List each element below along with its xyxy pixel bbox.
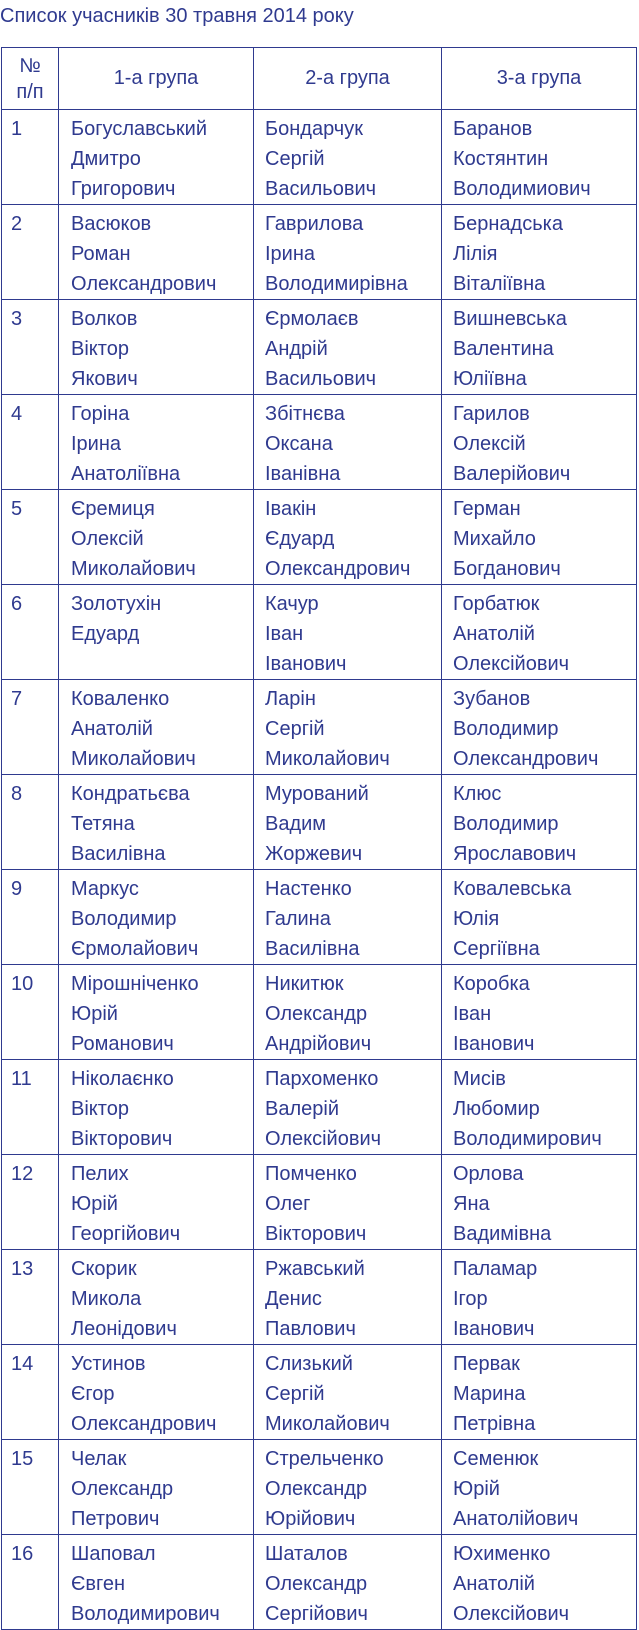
row-number: 14 [11, 1353, 34, 1375]
participant-cell-group-1 [59, 1440, 254, 1535]
participant-surname: Зубанов [453, 688, 531, 710]
participant-first-name: Оксана [265, 433, 333, 455]
participant-cell-group-2 [254, 585, 442, 680]
row-number-cell [2, 965, 59, 1060]
participant-cell-group-1 [59, 965, 254, 1060]
participant-surname: Качур [265, 593, 319, 615]
participant-cell-group-3 [442, 680, 637, 775]
row-number: 9 [11, 878, 23, 900]
participant-first-name: Володимир [453, 718, 559, 740]
participant-cell-group-1 [59, 490, 254, 585]
table-row [2, 205, 637, 300]
participant-cell-group-3 [442, 1155, 637, 1250]
participant-surname: Шаповал [71, 1543, 156, 1565]
row-number-cell [2, 1155, 59, 1250]
table-row [2, 1440, 637, 1535]
page-title: Список учасників 30 травня 2014 року [0, 5, 354, 27]
participant-patronymic: Олександрович [71, 1413, 217, 1435]
participant-cell-group-2 [254, 775, 442, 870]
participant-patronymic: Васильович [265, 178, 377, 200]
participant-surname: Гарилов [453, 403, 530, 425]
participant-cell-group-3 [442, 1345, 637, 1440]
participant-cell-group-2 [254, 490, 442, 585]
participant-first-name: Тетяна [71, 813, 135, 835]
participant-surname: Збітнєва [265, 403, 345, 425]
participant-cell-group-1 [59, 205, 254, 300]
table-row [2, 965, 637, 1060]
participant-patronymic: Єрмолайович [71, 938, 199, 960]
participant-patronymic: Якович [71, 368, 138, 390]
table-row [2, 870, 637, 965]
participant-patronymic: Павлович [265, 1318, 356, 1340]
row-number: 13 [11, 1258, 34, 1280]
participant-first-name: Іван [453, 1003, 492, 1025]
row-number: 12 [11, 1163, 34, 1185]
participant-cell-group-1 [59, 1060, 254, 1155]
participant-cell-group-1 [59, 110, 254, 205]
table-header [2, 48, 637, 110]
participant-first-name: Анатолій [71, 718, 153, 740]
table-row [2, 1345, 637, 1440]
participant-patronymic: Олександрович [453, 748, 599, 770]
participant-patronymic: Романович [71, 1033, 174, 1055]
participant-patronymic: Васильович [265, 368, 377, 390]
participant-cell-group-1 [59, 395, 254, 490]
header-group-1: 1-а група [59, 48, 254, 110]
participant-cell-group-2 [254, 680, 442, 775]
participant-surname: Помченко [265, 1163, 357, 1185]
participant-surname: Слизький [265, 1353, 353, 1375]
participant-patronymic: Віталіївна [453, 273, 546, 295]
participant-cell-group-1 [59, 1250, 254, 1345]
header-row [2, 48, 637, 110]
participant-surname: Мірошніченко [71, 973, 199, 995]
participant-surname: Устинов [71, 1353, 146, 1375]
participant-patronymic: Юліївна [453, 368, 527, 390]
participant-first-name: Сергій [265, 1383, 325, 1405]
row-number-cell [2, 1060, 59, 1155]
participant-first-name: Роман [71, 243, 131, 265]
header-group-2: 2-а група [254, 48, 442, 110]
row-number: 6 [11, 593, 23, 615]
table-row [2, 1535, 637, 1630]
participant-cell-group-1 [59, 1535, 254, 1630]
row-number: 4 [11, 403, 23, 425]
header-number-abbrev: п/п [16, 80, 44, 103]
participant-patronymic: Іванович [453, 1033, 535, 1055]
participant-cell-group-3 [442, 205, 637, 300]
participant-first-name: Юрій [71, 1193, 118, 1215]
participant-surname: Бернадська [453, 213, 563, 235]
participant-patronymic: Петрівна [453, 1413, 536, 1435]
participant-first-name: Володимир [71, 908, 177, 930]
participant-surname: Стрельченко [265, 1448, 384, 1470]
participant-surname: Ржавський [265, 1258, 365, 1280]
participants-table [1, 47, 637, 1630]
participant-cell-group-2 [254, 1060, 442, 1155]
participant-first-name: Ігор [453, 1288, 488, 1310]
participant-first-name: Віктор [71, 338, 129, 360]
row-number-cell [2, 395, 59, 490]
row-number: 1 [11, 118, 23, 140]
participant-surname: Баранов [453, 118, 533, 140]
participant-patronymic: Іванович [453, 1318, 535, 1340]
participant-surname: Ларін [265, 688, 316, 710]
participant-surname: Золотухін [71, 593, 162, 615]
participant-patronymic: Олексійович [453, 1603, 570, 1625]
table-row [2, 1155, 637, 1250]
participant-cell-group-2 [254, 1440, 442, 1535]
participant-first-name: Юрій [453, 1478, 500, 1500]
participant-first-name: Олексій [453, 433, 526, 455]
participant-cell-group-1 [59, 870, 254, 965]
participant-cell-group-2 [254, 395, 442, 490]
participant-cell-group-3 [442, 775, 637, 870]
participant-first-name: Андрій [265, 338, 328, 360]
participant-cell-group-3 [442, 1250, 637, 1345]
participant-cell-group-2 [254, 205, 442, 300]
participant-patronymic: Миколайович [265, 748, 390, 770]
participant-patronymic: Василівна [265, 938, 360, 960]
participant-patronymic: Юрійович [265, 1508, 356, 1530]
row-number: 16 [11, 1543, 34, 1565]
row-number-cell [2, 300, 59, 395]
participant-first-name: Дмитро [71, 148, 141, 170]
participant-surname: Коробка [453, 973, 530, 995]
participant-patronymic: Володимирович [453, 1128, 602, 1150]
participant-cell-group-3 [442, 1060, 637, 1155]
participant-cell-group-2 [254, 870, 442, 965]
participant-surname: Настенко [265, 878, 352, 900]
participant-cell-group-3 [442, 585, 637, 680]
participant-first-name: Едуард [71, 623, 140, 645]
participant-patronymic: Володимирович [71, 1603, 220, 1625]
participant-first-name: Віктор [71, 1098, 129, 1120]
participant-surname: Бондарчук [265, 118, 363, 140]
participant-surname: Юхименко [453, 1543, 551, 1565]
participant-patronymic: Олексійович [265, 1128, 382, 1150]
row-number: 11 [11, 1068, 32, 1090]
row-number: 5 [11, 498, 23, 520]
row-number-cell [2, 110, 59, 205]
participant-cell-group-1 [59, 1155, 254, 1250]
participant-cell-group-2 [254, 300, 442, 395]
participant-patronymic: Анатоліївна [71, 463, 181, 485]
row-number-cell [2, 1535, 59, 1630]
participant-patronymic: Валерійович [453, 463, 571, 485]
participant-surname: Волков [71, 308, 138, 330]
participant-cell-group-1 [59, 680, 254, 775]
row-number-cell [2, 1250, 59, 1345]
participant-first-name: Валерій [265, 1098, 339, 1120]
participant-first-name: Олександр [265, 1478, 368, 1500]
participant-patronymic: Вікторович [265, 1223, 367, 1245]
participant-surname: Мурований [265, 783, 369, 805]
participant-cell-group-1 [59, 300, 254, 395]
participant-first-name: Денис [265, 1288, 322, 1310]
participant-first-name: Сергій [265, 148, 325, 170]
participant-surname: Гаврилова [265, 213, 364, 235]
participant-surname: Кондратьєва [71, 783, 190, 805]
participant-surname: Горіна [71, 403, 130, 425]
participant-surname: Шаталов [265, 1543, 348, 1565]
participant-patronymic: Сергійович [265, 1603, 368, 1625]
table-row [2, 1060, 637, 1155]
row-number: 3 [11, 308, 23, 330]
row-number: 8 [11, 783, 23, 805]
row-number-cell [2, 680, 59, 775]
participant-surname: Богуславський [71, 118, 208, 140]
participant-surname: Васюков [71, 213, 152, 235]
participant-patronymic: Миколайович [71, 558, 196, 580]
row-number: 7 [11, 688, 23, 710]
participant-patronymic: Володимирівна [265, 273, 408, 295]
participant-first-name: Володимир [453, 813, 559, 835]
row-number-cell [2, 870, 59, 965]
table-row [2, 490, 637, 585]
participant-first-name: Ірина [265, 243, 316, 265]
participant-first-name: Ірина [71, 433, 122, 455]
table-row [2, 395, 637, 490]
participant-surname: Паламар [453, 1258, 538, 1280]
participant-cell-group-1 [59, 585, 254, 680]
participant-first-name: Єдуард [265, 528, 335, 550]
participant-cell-group-1 [59, 1345, 254, 1440]
table-row [2, 1250, 637, 1345]
participant-cell-group-2 [254, 1155, 442, 1250]
participant-cell-group-2 [254, 110, 442, 205]
participant-surname: Клюс [453, 783, 502, 805]
participant-first-name: Микола [71, 1288, 142, 1310]
participant-patronymic: Олександрович [265, 558, 411, 580]
participant-first-name: Олександр [265, 1573, 368, 1595]
participant-patronymic: Василівна [71, 843, 166, 865]
participant-surname: Вишневська [453, 308, 567, 330]
participant-first-name: Юлія [453, 908, 500, 930]
participant-surname: Маркус [71, 878, 139, 900]
participant-first-name: Сергій [265, 718, 325, 740]
row-number-cell [2, 205, 59, 300]
participant-patronymic: Георгійович [71, 1223, 181, 1245]
participant-surname: Єрмолаєв [265, 308, 359, 330]
participant-first-name: Олександр [71, 1478, 174, 1500]
participant-surname: Пархоменко [265, 1068, 379, 1090]
participant-cell-group-2 [254, 1250, 442, 1345]
participant-first-name: Єгор [71, 1383, 115, 1405]
participant-first-name: Анатолій [453, 623, 535, 645]
participant-patronymic: Миколайович [265, 1413, 390, 1435]
participant-patronymic: Григорович [71, 178, 176, 200]
participant-patronymic: Іванович [265, 653, 347, 675]
participant-surname: Орлова [453, 1163, 524, 1185]
table-row [2, 585, 637, 680]
participant-first-name: Анатолій [453, 1573, 535, 1595]
participant-surname: Мисів [453, 1068, 506, 1090]
participant-first-name: Іван [265, 623, 304, 645]
participant-patronymic: Іванівна [265, 463, 341, 485]
header-number-sign: № [19, 54, 41, 77]
participant-cell-group-2 [254, 965, 442, 1060]
table-row [2, 775, 637, 870]
participant-surname: Пелих [71, 1163, 129, 1185]
participant-cell-group-3 [442, 300, 637, 395]
participant-first-name: Яна [453, 1193, 490, 1215]
participant-surname: Івакін [265, 498, 317, 520]
participant-patronymic: Сергіївна [453, 938, 540, 960]
participant-patronymic: Леонідович [71, 1318, 177, 1340]
header-number [2, 48, 59, 110]
row-number-cell [2, 1345, 59, 1440]
participant-patronymic: Олексійович [453, 653, 570, 675]
participant-cell-group-1 [59, 775, 254, 870]
row-number: 2 [11, 213, 23, 235]
participant-first-name: Олег [265, 1193, 311, 1215]
participant-first-name: Лілія [453, 243, 498, 265]
participant-patronymic: Ярославович [453, 843, 577, 865]
row-number-cell [2, 585, 59, 680]
row-number-cell [2, 1440, 59, 1535]
participant-first-name: Вадим [265, 813, 327, 835]
participant-cell-group-3 [442, 1440, 637, 1535]
participant-first-name: Марина [453, 1383, 526, 1405]
participant-patronymic: Вікторович [71, 1128, 173, 1150]
participant-patronymic: Миколайович [71, 748, 196, 770]
participant-patronymic: Олександрович [71, 273, 217, 295]
participant-cell-group-3 [442, 965, 637, 1060]
participant-cell-group-3 [442, 870, 637, 965]
participant-surname: Первак [453, 1353, 520, 1375]
participant-surname: Ковалевська [453, 878, 572, 900]
participant-first-name: Євген [71, 1573, 126, 1595]
participant-first-name: Костянтин [453, 148, 549, 170]
participant-cell-group-3 [442, 1535, 637, 1630]
row-number: 15 [11, 1448, 34, 1470]
participant-cell-group-2 [254, 1345, 442, 1440]
participant-patronymic: Жоржевич [265, 843, 363, 865]
participant-surname: Єремиця [71, 498, 155, 520]
table-row [2, 300, 637, 395]
row-number: 10 [11, 973, 34, 995]
participant-surname: Челак [71, 1448, 127, 1470]
participant-surname: Семенюк [453, 1448, 539, 1470]
participant-cell-group-3 [442, 490, 637, 585]
participant-cell-group-3 [442, 110, 637, 205]
header-group-3: 3-а група [442, 48, 637, 110]
participant-surname: Герман [453, 498, 521, 520]
participant-cell-group-3 [442, 395, 637, 490]
table-body [2, 110, 637, 1630]
participant-surname: Ніколаєнко [71, 1068, 174, 1090]
row-number-cell [2, 775, 59, 870]
participant-patronymic: Володимиович [453, 178, 591, 200]
participant-patronymic: Богданович [453, 558, 561, 580]
participant-patronymic: Петрович [71, 1508, 160, 1530]
participant-first-name: Валентина [453, 338, 554, 360]
participant-surname: Коваленко [71, 688, 170, 710]
participant-patronymic: Андрійович [265, 1033, 372, 1055]
participant-first-name: Олексій [71, 528, 144, 550]
participant-first-name: Олександр [265, 1003, 368, 1025]
table-row [2, 680, 637, 775]
participant-patronymic: Анатолійович [453, 1508, 579, 1530]
participant-patronymic: Вадимівна [453, 1223, 552, 1245]
participant-surname: Никитюк [265, 973, 344, 995]
participant-first-name: Юрій [71, 1003, 118, 1025]
participant-first-name: Михайло [453, 528, 536, 550]
participant-surname: Горбатюк [453, 593, 540, 615]
participant-surname: Скорик [71, 1258, 137, 1280]
row-number-cell [2, 490, 59, 585]
participant-first-name: Любомир [453, 1098, 540, 1120]
table-row [2, 110, 637, 205]
participant-cell-group-2 [254, 1535, 442, 1630]
participant-first-name: Галина [265, 908, 331, 930]
